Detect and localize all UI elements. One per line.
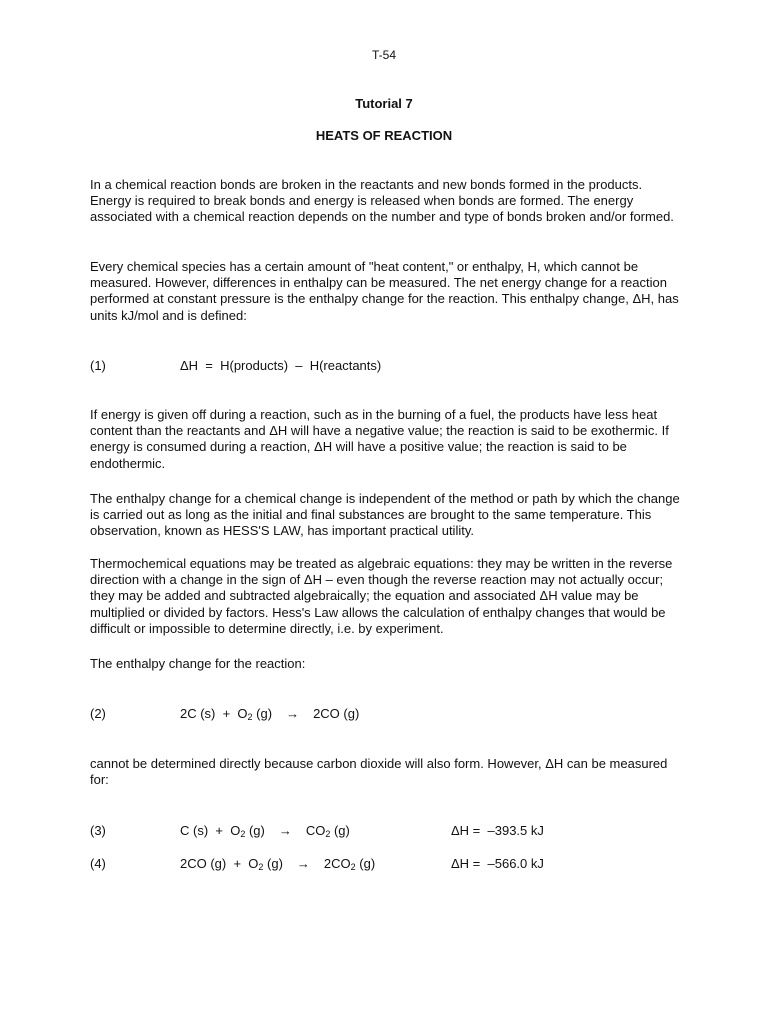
subscript: 2 xyxy=(350,862,356,872)
subscript: 2 xyxy=(240,829,246,839)
subscript: 2 xyxy=(325,829,331,839)
delta-h-value: ΔH = –566.0 kJ xyxy=(451,856,544,871)
paragraph-cannot-determine: cannot be determined directly because carbon dioxide will also form. However, ΔH can be measured for: xyxy=(90,756,668,788)
equation-4 xyxy=(0,856,768,874)
subscript: 2 xyxy=(258,862,264,872)
equation-lhs: 2CO (g) + O xyxy=(180,856,259,871)
reaction-arrow: → xyxy=(278,823,292,838)
paragraph-enthalpy: Every chemical species has a certain amount of "heat content," or enthalpy, H, which cannot be measured. However, differences in enthalpy can be measured. The net energy change for a reaction performed at constant pressure is the enthalpy change for the reaction. This enthalpy change, ΔH, has units kJ/mol and is defined: xyxy=(90,259,679,323)
equation-body xyxy=(180,706,359,722)
equation-3 xyxy=(0,823,768,841)
tutorial-title: Tutorial 7 xyxy=(355,96,413,111)
equation-number: (3) xyxy=(90,823,106,838)
equation-body xyxy=(180,856,375,872)
equation-body: ΔH = H(products) – H(reactants) xyxy=(180,358,382,373)
section-heading: HEATS OF REACTION xyxy=(315,128,453,143)
equation-rhs-state: (g) xyxy=(330,823,350,838)
equation-lhs-state: (g) xyxy=(245,823,265,838)
equation-rhs-state: (g) xyxy=(355,856,376,871)
equation-rhs: 2CO (g) xyxy=(313,706,360,721)
equation-1 xyxy=(0,358,768,376)
equation-lhs: C (s) + O xyxy=(180,823,241,838)
equation-lhs-state: (g) xyxy=(263,856,283,871)
page-number: T-54 xyxy=(371,48,396,62)
subscript: 2 xyxy=(247,712,253,722)
equation-rhs: CO xyxy=(305,823,326,838)
delta-h-value: ΔH = –393.5 kJ xyxy=(451,823,544,838)
paragraph-bonds: In a chemical reaction bonds are broken in the reactants and new bonds formed in the products. Energy is required to break bonds and energy is released when bonds are formed. The energy associated with a chemical reaction depends on the number and type of bonds broken and/or formed. xyxy=(90,177,674,225)
paragraph-algebraic: Thermochemical equations may be treated as algebraic equations: they may be written in the reverse direction with a change in the sign of ΔH – even though the reverse reaction may not actually occur; they may be added and subtracted algebraically; the equation and associated ΔH value may be multiplied or divided by factors. Hess's Law allows the calculation of enthalpy changes that would be difficult or impossible to determine directly, i.e. by experiment. xyxy=(90,556,673,636)
paragraph-hess-law: The enthalpy change for a chemical change is independent of the method or path by which the change is carried out as long as the initial and final substances are brought to the same temperature. This observation, known as HESS'S LAW, has important practical utility. xyxy=(90,491,680,539)
equation-rhs: 2CO xyxy=(323,856,351,871)
paragraph-exo-endo: If energy is given off during a reaction, such as in the burning of a fuel, the products have less heat content than the reactants and ΔH will have a negative value; the reaction is said to be exothermic. If energy is consumed during a reaction, ΔH will have a positive value; the reaction is said to be endothermic. xyxy=(90,407,669,471)
paragraph-reaction-intro: The enthalpy change for the reaction: xyxy=(90,656,306,671)
equation-number: (2) xyxy=(90,706,106,721)
reaction-arrow: → xyxy=(296,856,310,871)
equation-lhs-state: (g) xyxy=(252,706,273,721)
equation-number: (4) xyxy=(90,856,106,871)
equation-body xyxy=(180,823,350,839)
reaction-arrow: → xyxy=(286,706,300,721)
equation-2 xyxy=(0,706,768,724)
equation-lhs: 2C (s) + O xyxy=(180,706,248,721)
equation-number: (1) xyxy=(90,358,106,373)
